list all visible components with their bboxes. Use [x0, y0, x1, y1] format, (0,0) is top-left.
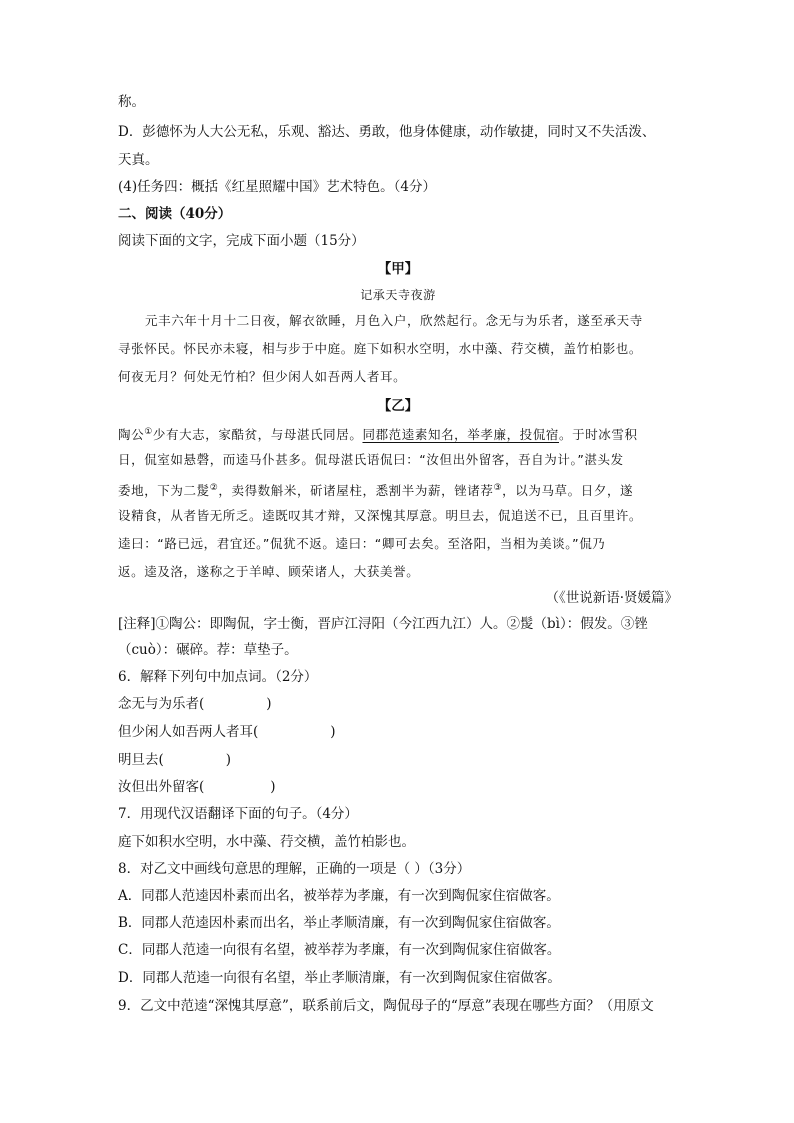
text-span: ，卖得数斛米，斫诸屋柱，悉割半为薪，锉诸荐 — [218, 483, 494, 499]
question-7-sentence: 庭下如积水空明，水中藻、荇交横，盖竹柏影也。 — [118, 834, 415, 850]
text-span: ，以为马草。日夕，遂 — [502, 483, 634, 499]
passage-source: （《世说新语·贤媛篇》 — [545, 590, 678, 606]
text-line: 称。 — [118, 94, 145, 110]
text-span: 少有大志，家酷贫，与母湛氏同居。 — [152, 427, 363, 443]
passage-jia-line: 寻张怀民。怀民亦未寝，相与步于中庭。庭下如积水空明，水中藻、荇交横，盖竹柏影也。 — [118, 341, 643, 356]
passage-jia-title: 记承天寺夜游 — [360, 288, 436, 302]
task-four: (4)任务四：概括《红星照耀中国》艺术特色。（4分） — [118, 179, 436, 195]
question-6-item — [118, 722, 678, 742]
text-span: 委地，下为二髲 — [118, 483, 210, 499]
footnote-marker: ② — [209, 483, 219, 493]
passage-yi-line: 设精食，从者皆无所乏。逵既叹其才辩，又深愧其厚意。明旦去，侃追送不已，且百里许。 — [118, 508, 643, 523]
passage-jia-line: 何夜无月？何处无竹柏？但少闲人如吾两人者耳。 — [118, 369, 407, 384]
passage-yi-line: 逵曰：“路已远，君宜还。”侃犹不返。逵曰：“卿可去矣。至洛阳，当相为美谈。”侃乃 — [118, 536, 606, 551]
passage-yi-line — [118, 422, 678, 445]
option-b: B．同郡人范逵因朴素而出名，举止孝顺清廉，有一次到陶侃家住宿做客。 — [118, 915, 560, 931]
close-paren: ) — [225, 752, 232, 768]
question-8: 8．对乙文中画线句意思的理解，正确的一项是（ ）（3分） — [118, 861, 471, 877]
reading-instruction: 阅读下面的文字，完成下面小题（15分） — [118, 233, 365, 249]
item-text: 明旦去( — [118, 752, 164, 768]
annotation-line: （cuò）：碾碎。荐：草垫子。 — [118, 642, 298, 658]
annotation-line: [注释]①陶公：即陶侃，字士衡，晋庐江浔阳（今江西九江）人。②髲（bì）：假发。③锉 — [118, 616, 648, 632]
footnote-marker: ① — [144, 427, 153, 437]
item-text: 但少闲人如吾两人者耳( — [118, 724, 259, 740]
question-6-item — [118, 750, 678, 770]
close-paren: ) — [330, 724, 336, 740]
option-a: A．同郡人范逵因朴素而出名，被举荐为孝廉，有一次到陶侃家住宿做客。 — [118, 888, 560, 904]
underlined-sentence: 同郡范逵素知名，举孝廉，投侃宿 — [362, 427, 559, 443]
section-heading: 二、阅读（40分） — [118, 206, 232, 222]
item-text: 汝但出外留客( — [118, 779, 205, 795]
question-6: 6．解释下列句中加点词。（2分） — [118, 669, 318, 685]
question-6-item — [118, 694, 678, 714]
text-span: 。于时冰雪积 — [559, 427, 638, 443]
close-paren: ) — [270, 779, 276, 795]
option-c: C．同郡人范逵一向很有名望，被举荐为孝廉，有一次到陶侃家住宿做客。 — [118, 942, 561, 958]
passage-yi-line: 返。逵及洛，遂称之于羊晫、顾荣诸人，大获美誉。 — [118, 564, 420, 579]
text-span: 陶公 — [118, 427, 145, 443]
question-9: 9．乙文中范逵“深愧其厚意”，联系前后文，陶侃母子的“厚意”表现在哪些方面？（用原文 — [118, 998, 654, 1014]
close-paren: ) — [266, 696, 272, 712]
question-6-item — [118, 777, 678, 797]
passage-jia-line: 元丰六年十月十二日夜，解衣欲睡，月色入户，欣然起行。念无与为乐者，遂至承天寺 — [145, 313, 643, 328]
option-d-line: D．彭德怀为人大公无私，乐观、豁达、勇敢，他身体健康，动作敏捷，同时又不失活泼、 — [118, 124, 656, 140]
item-text: 念无与为乐者( — [118, 696, 205, 712]
option-d: D．同郡人范逵一向很有名望，举止孝顺清廉，有一次到陶侃家住宿做客。 — [118, 970, 561, 986]
passage-yi-label: 【乙】 — [377, 398, 419, 414]
text-line: 天真。 — [118, 152, 159, 168]
question-7: 7．用现代汉语翻译下面的句子。（4分） — [118, 806, 358, 822]
passage-jia-label: 【甲】 — [377, 261, 419, 277]
passage-yi-line — [118, 478, 678, 501]
passage-yi-line: 日，侃室如悬磬，而逵马仆甚多。侃母湛氏语侃曰：“汝但出外留客，吾自为计。”湛头发 — [118, 452, 624, 467]
footnote-marker: ③ — [493, 483, 503, 493]
